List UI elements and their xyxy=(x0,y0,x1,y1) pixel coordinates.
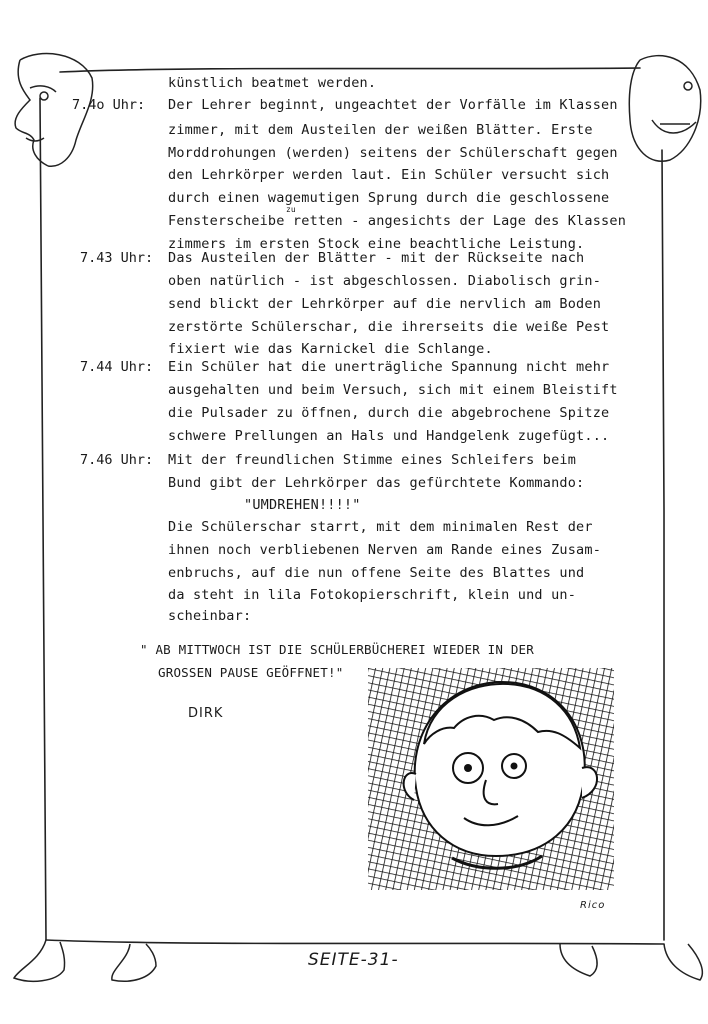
author-signature: DIRK xyxy=(188,706,224,721)
text-line: da steht in lila Fotokopierschrift, klein und un- xyxy=(168,587,577,603)
text-line: Die Schülerschar starrt, mit dem minimalen Rest der xyxy=(168,519,593,535)
text-line: Morddrohungen (werden) seitens der Schülerschaft gegen xyxy=(168,145,618,161)
text-line: scheinbar: xyxy=(168,608,252,624)
text-line: send blickt der Lehrkörper auf die nervlich am Boden xyxy=(168,296,602,312)
text-line: "UMDREHEN!!!!" xyxy=(244,497,361,513)
text-line: Mit der freundlichen Stimme eines Schleifers beim xyxy=(168,452,577,468)
timestamp: 7.43 Uhr: xyxy=(80,250,154,266)
quote-line: " AB MITTWOCH IST DIE SCHÜLERBÜCHEREI WIEDER IN DER xyxy=(140,642,535,657)
text-line: künstlich beatmet werden. xyxy=(168,75,377,91)
text-line: Der Lehrer beginnt, ungeachtet der Vorfälle im Klassen xyxy=(168,97,618,113)
text-line: Das Austeilen der Blätter - mit der Rückseite nach xyxy=(168,250,585,266)
page-number: SEITE-31- xyxy=(308,950,399,970)
text-line: enbruchs, auf die nun offene Seite des Blattes und xyxy=(168,565,585,581)
text-line: Fensterscheibe retten - angesichts der Lage des Klassen xyxy=(168,213,627,229)
right-face-sketch xyxy=(629,56,700,162)
text-line: durch einen wagemutigen Sprung durch die geschlossene xyxy=(168,190,610,206)
text-line: den Lehrkörper werden laut. Ein Schüler versucht sich xyxy=(168,167,610,183)
text-line: Ein Schüler hat die unerträgliche Spannung nicht mehr xyxy=(168,359,610,375)
text-line: zerstörte Schülerschar, die ihrerseits die weiße Pest xyxy=(168,319,610,335)
text-line: schwere Prellungen an Hals und Handgelenk zugefügt... xyxy=(168,428,610,444)
text-line: die Pulsader zu öffnen, durch die abgebrochene Spitze xyxy=(168,405,610,421)
quote-line: GROSSEN PAUSE GEÖFFNET!" xyxy=(158,665,344,680)
artist-signature: Rico xyxy=(580,900,606,911)
text-line: Bund gibt der Lehrkörper das gefürchtete Kommando: xyxy=(168,475,585,491)
timestamp: 7.44 Uhr: xyxy=(80,359,154,375)
timestamp: 7.46 Uhr: xyxy=(80,452,154,468)
text-line: zimmers im ersten Stock eine beachtliche Leistung. xyxy=(168,236,585,252)
cartoon-face-drawing xyxy=(368,668,614,890)
text-line: fixiert wie das Karnickel die Schlange. xyxy=(168,341,493,357)
handwritten-insertion: zu xyxy=(286,205,296,214)
text-line: ihnen noch verbliebenen Nerven am Rande eines Zusam- xyxy=(168,542,602,558)
text-line: oben natürlich - ist abgeschlossen. Diabolisch grin- xyxy=(168,273,602,289)
text-line: ausgehalten und beim Versuch, sich mit einem Bleistift xyxy=(168,382,618,398)
text-line: zimmer, mit dem Austeilen der weißen Blätter. Erste xyxy=(168,122,593,138)
timestamp: 7.4o Uhr: xyxy=(72,97,146,113)
